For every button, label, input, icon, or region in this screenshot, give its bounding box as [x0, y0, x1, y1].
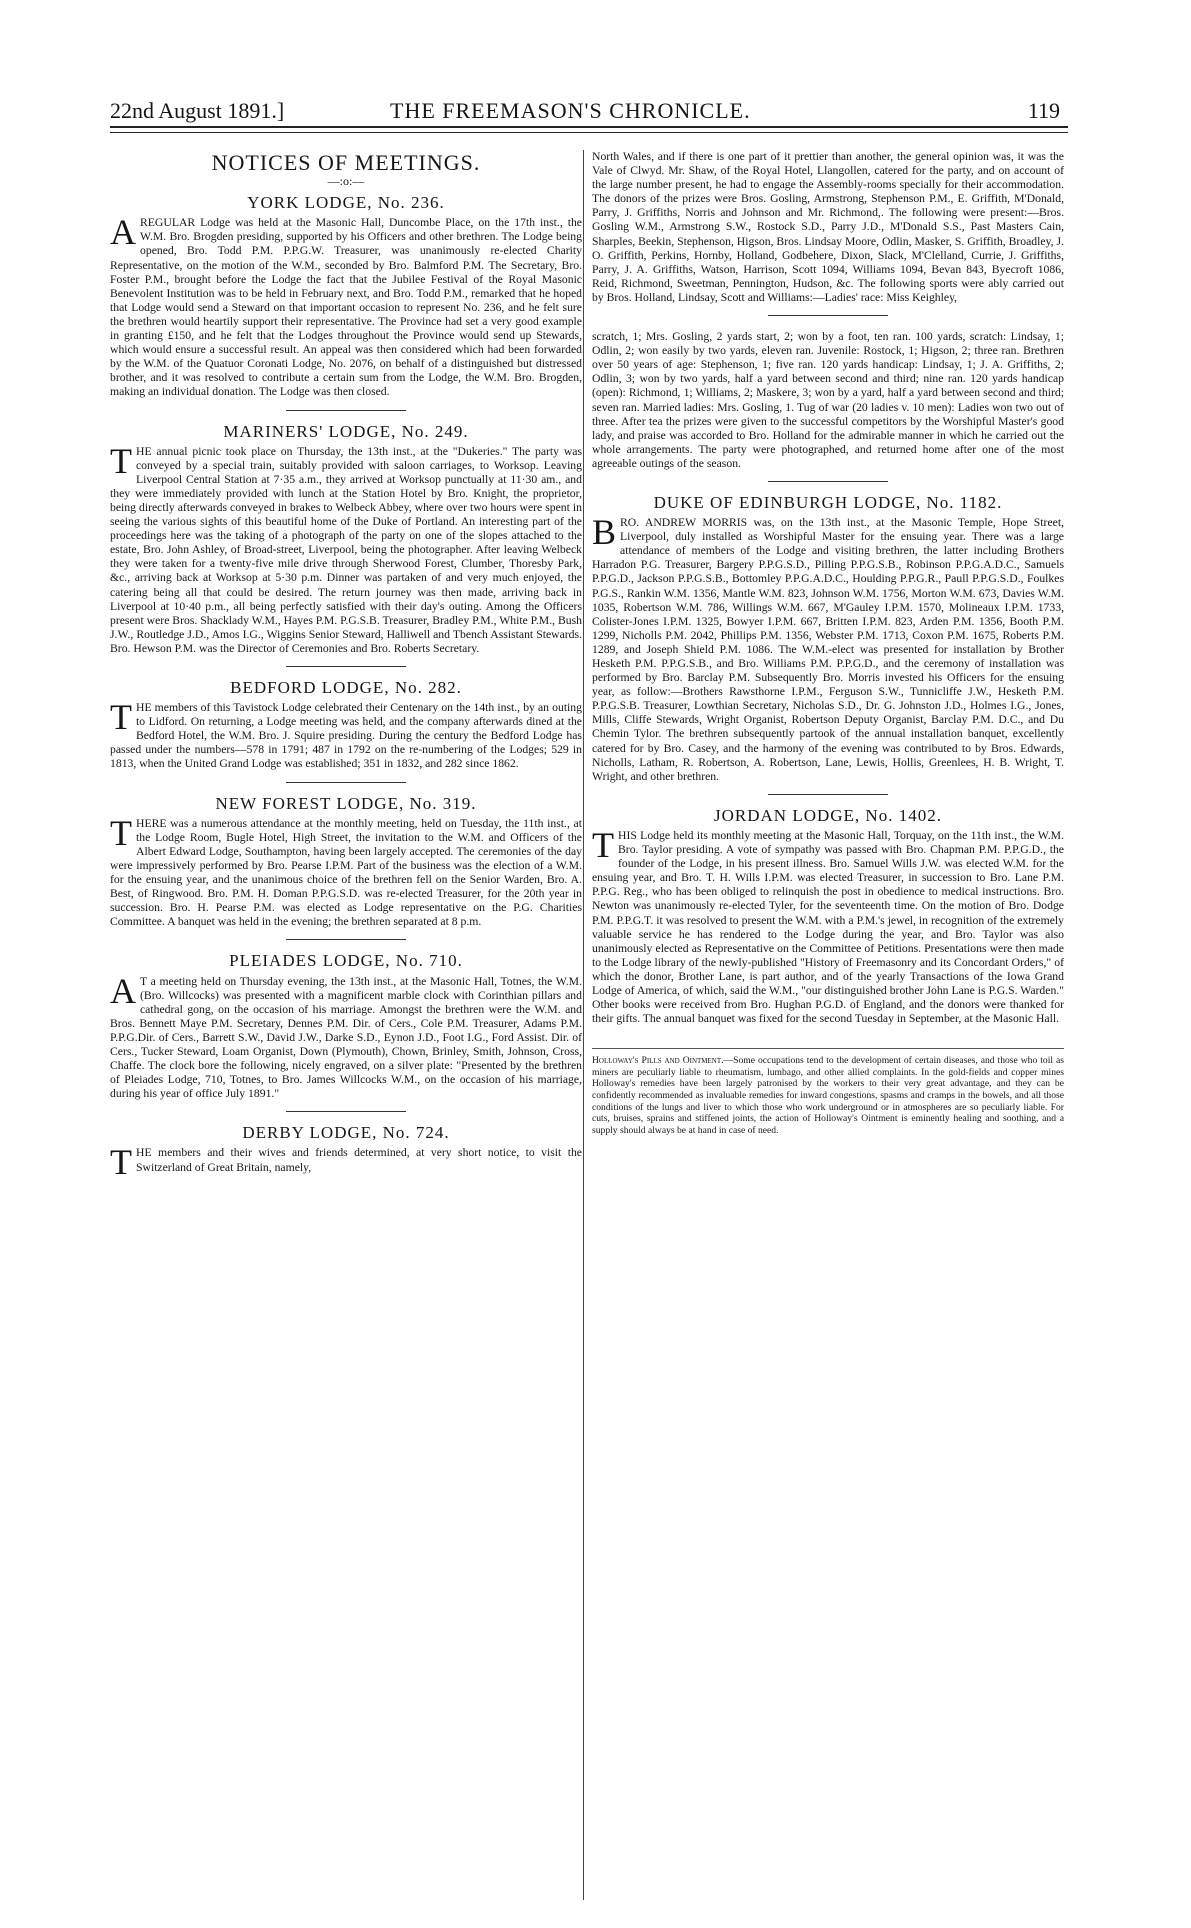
- section-divider: [286, 666, 406, 667]
- jordan-lodge-heading: JORDAN LODGE, No. 1402.: [714, 805, 942, 825]
- york-lodge-heading: YORK LODGE, No. 236.: [247, 193, 445, 213]
- duke-of-edinburgh-lodge-heading: DUKE OF EDINBURGH LODGE, No. 1182.: [653, 492, 1003, 512]
- derby-lodge-report-continued: North Wales, and if there is one part of it prettier than another, the general opinion was, it was the Vale of Clwyd. Mr. Shaw, of the Royal Hotel, Llangollen, catered for the party, and on account of the large number present, he had to engage the Assembly-rooms specially for their accommodation. The donors of the prizes were Bros. Gosling, Armstrong, Stephenson P.M., E. Griffith, M'Donald, Parry, J. Griffiths, Norris and Johnson and Mr. Richmond,. The following were present:—Bros. Gosling W.M., Armstrong S.W., Rostock S.D., Parry J.D., M'Donald S.S., Past Masters Cain, Sharples, Beekin, Stephenson, Higson, Bros. Lindsay Moore, Odlin, Masker, S. Griffith, Broadley, J. O. Griffith, Perkins, Hornby, Holland, Godbehere, Dixon, Slack, M'Clelland, Currie, J. Griffiths, Parry, J. A. Griffiths, Watson, Harrison, Scott 1094, Williams 1094, Bevan 843, Byecroft 1086, Reid, Richmond, Sweetman, Pennington, Hudson, &c. The following sports were ably carried out by Bros. Holland, Lindsay, Scott and Williams:—Ladies' race: Miss Keighley,: [592, 150, 1064, 304]
- bedford-lodge-report: THE members of this Tavistock Lodge celebrated their Centenary on the 14th inst., by an outing to Lidford. On returning, a Lodge meeting was held, and the company afterwards dined at the Bedford Hotel, the W.M. Bro. J. Squire presiding. During the century the Bedford Lodge has passed under the numbers—578 in 1791; 487 in 1792 on the re-numbering of the Lodges; 529 in 1813, when the United Grand Lodge was established; 351 in 1832, and 282 since 1862.: [110, 697, 582, 771]
- drop-cap: T: [110, 812, 132, 853]
- header-rule: [110, 126, 1068, 128]
- new-forest-lodge-heading: NEW FOREST LODGE, No. 319.: [215, 793, 477, 813]
- section-divider: [286, 410, 406, 411]
- drop-cap: A: [110, 212, 136, 253]
- page-number: 119: [1027, 98, 1060, 123]
- drop-cap: T: [110, 440, 132, 481]
- york-lodge-report: AREGULAR Lodge was held at the Masonic Hall, Duncombe Place, on the 17th inst., the W.M. Bro. Brogden presiding, supported by his Officers and other brethren. The Lodge being opened, Bro. Todd P.M. P.P.G.W. Treasurer, was unanimously re-elected Charity Representative, on the motion of the W.M., seconded by Bro. Balmford P.M. The Secretary, Bro. Foster P.M., brought before the Lodge the fact that the Jubilee Festival of the Royal Masonic Benevolent Institution was to be held in February next, and Bro. Todd P.M., remarked that he hoped that Lodge would send a Steward on that important occasion to represent No. 236, and he felt sure the brethren would heartily support their representative. The Province had set a very good example in granting £150, and he felt that the Lodges throughout the Province would send up Stewards, which would ensure a successful result. An appeal was then considered which had been forwarded by the W.M. of the Quatuor Coronati Lodge, No. 2076, on behalf of a distinguished but distressed brother, and it was resolved to contribute a certain sum from the Lodge, the W.M. Bro. Brogden, making an individual donation. The Lodge was then closed.: [110, 212, 582, 399]
- mariners-lodge-heading: MARINERS' LODGE, No. 249.: [223, 421, 469, 441]
- section-divider: [286, 782, 406, 783]
- section-divider: [286, 1111, 406, 1112]
- section-title: NOTICES OF MEETINGS.: [211, 150, 481, 175]
- derby-lodge-report: THE members and their wives and friends determined, at very short notice, to visit the Switzerland of Great Britain, namely,: [110, 1142, 582, 1183]
- pleiades-lodge-report: A T a meeting held on Thursday evening, the 13th inst., at the Masonic Hall, Totnes, the W.M. (Bro. Willcocks) was presented with a magnificent marble clock with Corinthian pillars and cathedral gong, on the occasion of his marriage. Amongst the brethren were the W.M. and Bros. Bennett Maye P.M. Secretary, Dennes P.M. Dir. of Cers., Cole P.M. Treasurer, Adams P.M. P.P.G.Dir. of Cers., Barrett S.W., David J.W., Darke S.D., Eynon J.D., Foot I.G., Ford Assist. Dir. of Cers., Tucker Steward, Loam Organist, Down (Plymouth), Chown, Brinley, Smith, Johnson, Cross, Chaffe. The clock bore the following, nicely engraved, on a silver plate: "Presented by the brethren of Pleiades Lodge, 710, Totnes, to Bro. James Willcocks W.M., on the occasion of his marriage, during his year of office July 1891.": [110, 970, 582, 1101]
- bedford-lodge-heading: BEDFORD LODGE, No. 282.: [230, 678, 462, 697]
- drop-cap: T: [592, 824, 614, 865]
- header-rule-thin: [110, 132, 1068, 133]
- mariners-lodge-report: THE annual picnic took place on Thursday, the 13th inst., at the "Dukeries." The party was conveyed by a special train, suitably provided with saloon carriages, to Worksop. Leaving Liverpool Central Station at 7·35 a.m., they arrived at Worksop punctually at 11·30 am., and they were immediately provided with lunch at the Station Hotel by Bro. Knight, the proprietor, being directly afterwards conveyed in brakes to Welbeck Abbey, where over two hours were spent in seeing the various sights of this beautiful home of the Duke of Portland. An interesting part of the proceedings here was the taking of a photograph of the party on one of the slopes attached to the estate, Bro. John Ashley, of Broad-street, Liverpool, being the photographer. After leaving Welbeck they were taken for a twenty-five mile drive through Sherwood Forest, Clumber, Thoresby Park, &c., arriving back at Worksop at 5·30 p.m. Dinner was partaken of and very much enjoyed, the catering being all that could be desired. The return journey was then made, arriving back in Liverpool at 10·40 p.m., all being perfectly satisfied with their day's outing. Among the Officers present were Bros. Shacklady W.M., Hayes P.M. P.G.S.B. Treasurer, Bradley P.M., White P.M., Bush J.W., Routledge J.D., Amos I.G., Wiggins Senior Steward, Halliwell and Tbench Assistant Stewards. Bro. Hewson P.M. was the Director of Ceremonies and Bro. Roberts Secretary.: [110, 440, 583, 655]
- issue-date: 22nd August 1891.]: [110, 98, 285, 123]
- derby-sports-results: scratch, 1; Mrs. Gosling, 2 yards start, 2; won by a foot, ten ran. 100 yards, scratch: Lindsay, 1; Odlin, 2; won easily by two yards, eleven ran. Juvenile: Rostock, 1; Higson, 2; three ran. Brethren over 50 years of age: Stephenson, 1; five ran. 120 yards handicap: Lindsay, 1; J. A. Griffiths, 2; Odlin, 3; won by two yards, half a yard between second and third; nine ran. 120 yards handicap (open): Richmond, 1; Williams, 2; Maskere, 3; won by a yard, half a yard between second and third; seven ran. Married ladies: Mrs. Gosling, 1. Tug of war (20 ladies v. 10 men): Ladies won two out of three. After tea the prizes were given to the successful competitors by the Worshipful Master's good lady, and praise was accorded to Bro. Holland for the admirable manner in which he carried out the whole arrangements. The party were photographed, and returned home after one of the most agreeable outings of the season.: [592, 330, 1064, 470]
- duke-of-edinburgh-lodge-report: BRO. ANDREW MORRIS was, on the 13th inst., at the Masonic Temple, Hope Street, Liverpool, duly installed as Worshipful Master for the ensuing year. There was a large attendance of members of the Lodge and visiting brethren, the latter including Brothers Harradon P.G. Treasurer, Bargery P.P.G.S.D., Pilling P.P.G.S.B., Robinson P.P.G.A.D.C., Samuels P.P.G.D., Jackson P.P.G.S.B., Bottomley P.P.G.A.D.C., Houlding P.P.G.R., Paull P.P.G.S.D., Foulkes P.G.S., Rankin W.M. 1356, Mantle W.M. 823, Johnson W.M. 1756, Morton W.M. 673, Davies W.M. 1035, Robertson W.M. 786, Willings W.M. 667, M'Gauley I.P.M. 1570, Molineaux I.P.M. 1733, Colister-Jones I.P.M. 1325, Bowyer I.P.M. 667, Britten I.P.M. 823, Arden P.M. 1356, Booth P.M. 1299, Nicholls P.M. 2042, Phillips P.M. 1356, Webster P.M. 1713, Coxon P.M. 1675, Roberts P.M. 1289, and Joseph Shield P.M. 1086. The W.M.-elect was presented for installation by Brother Hesketh P.M. P.P.G.S.B., and Bro. Williams P.M. P.P.G.D., and the ceremony of installation was performed by Bro. Barclay P.M. Subsequently Bro. Morris invested his Officers for the ensuing year, as follow:—Brothers Rawsthorne I.P.M., Ferguson S.W., Tunnicliffe J.W., Hesketh P.M. P.P.G.S.B. Treasurer, Lowthian Secretary, Nicholas S.D., Dr. G. Johnston J.D., Holmes I.G., Jones, Mills, Cliffe Stewards, Wright Organist, Robertson Deputy Organist, Barclay P.M. D.C., and Du Chemin Tylor. The brethren subsequently partook of the annual installation banquet, excellently catered for by Bro. Casey, and the harmony of the evening was contributed to by Bros. Edwards, Nicholls, Latham, R. Robertson, A. Robertson, Lane, Lewis, Hollis, Greenlees, H. B. Wright, T. Wright, and other brethren.: [592, 512, 1064, 783]
- publication-title: THE FREEMASON'S CHRONICLE.: [390, 98, 751, 123]
- right-column: [592, 150, 1064, 1136]
- advert-title: Holloway's Pills and Ointment.: [592, 1055, 724, 1067]
- left-column: [110, 150, 582, 1183]
- column-divider: [583, 150, 584, 1900]
- advert-text: —Some occupations tend to the development of certain diseases, and those who toil as miners are peculiarly liable to rheumatism, lumbago, and other allied complaints. In the gold-fields and copper mines Holloway's remedies have been largely patronised by the workers to their very great advantage, and they can be confidently recommended as invaluable remedies for inward congestions, spasms and cramps in the bowels, and all those conditions of the lungs and liver to which those who work underground or in atmospheres are so peculiarly liable. For cuts, bruises, sprains and stiffened joints, the action of Holloway's Ointment is eminently healing and soothing, and a supply should always be at hand in case of need.: [592, 1055, 1064, 1136]
- section-divider: [286, 939, 406, 940]
- section-divider: [768, 315, 888, 316]
- new-forest-lodge-report: THERE was a numerous attendance at the monthly meeting, held on Tuesday, the 11th inst., at the Lodge Room, Bugle Hotel, High Street, the invitation to the W.M. and Officers of the Albert Edward Lodge, Southampton, having been largely accepted. The ceremonies of the day were impressively performed by Bro. Pearse I.P.M. Part of the business was the election of a W.M. for the ensuing year, and the unanimous choice of the brethren fell on the Senior Warden, Bro. A. Best, of Ringwood. Bro. P.M. H. Doman P.P.G.S.D. was re-elected Treasurer, for the 20th year in succession. Bro. H. Pearse P.M. was elected as Lodge representative on the P.G. Charities Committee. A banquet was held in the evening; the brethren separated at 8 p.m.: [110, 812, 582, 929]
- page-header: [110, 98, 1070, 126]
- section-divider: [768, 794, 888, 795]
- drop-cap: B: [592, 512, 617, 553]
- holloway-advertisement: [592, 1048, 1064, 1136]
- derby-lodge-heading: DERBY LODGE, No. 724.: [242, 1123, 450, 1143]
- drop-cap: T: [110, 1142, 132, 1183]
- drop-cap: A: [110, 970, 136, 1011]
- pleiades-lodge-heading: PLEIADES LODGE, No. 710.: [229, 951, 463, 971]
- ornament-separator: —:o:—: [327, 174, 365, 189]
- jordan-lodge-report: THIS Lodge held its monthly meeting at the Masonic Hall, Torquay, on the 11th inst., the W.M. Bro. Taylor presiding. A vote of sympathy was passed with Bro. Chapman P.M. P.P.G.D., the founder of the Lodge, in his present illness. Bro. Samuel Wills J.W. was elected W.M. for the ensuing year, and Bro. T. H. Wills I.P.M. was elected Treasurer, in succession to Bro. Lane P.M. P.P.G. Reg., who has been obliged to relinquish the post in obedience to medical instructions. Bro. Newton was unanimously re-elected Tyler, for the seventeenth time. On the motion of Bro. Dodge P.M. P.P.G.T. it was resolved to present the W.M. with a P.M.'s jewel, in recognition of the extremely valuable service he has rendered to the Lodge during the year, and Bro. Taylor was also unanimously elected as Representative on the Committee of Petitions. Presentations were then made to the Lodge library of the newly-published "History of Freemasonry and its Concordant Orders," of which the donor, Brother Lane, is part author, and of the yearly Transactions of the Iowa Grand Lodge of America, of which, said the W.M., "our distinguished brother John Lane is P.G.S. Warden." Other books were received from Bro. Hughan P.G.D. of England, and the donors were thanked for their gifts. The annual banquet was fixed for the second Tuesday in September, at the Masonic Hall.: [592, 824, 1064, 1026]
- drop-cap: T: [110, 697, 132, 738]
- section-divider: [768, 481, 888, 482]
